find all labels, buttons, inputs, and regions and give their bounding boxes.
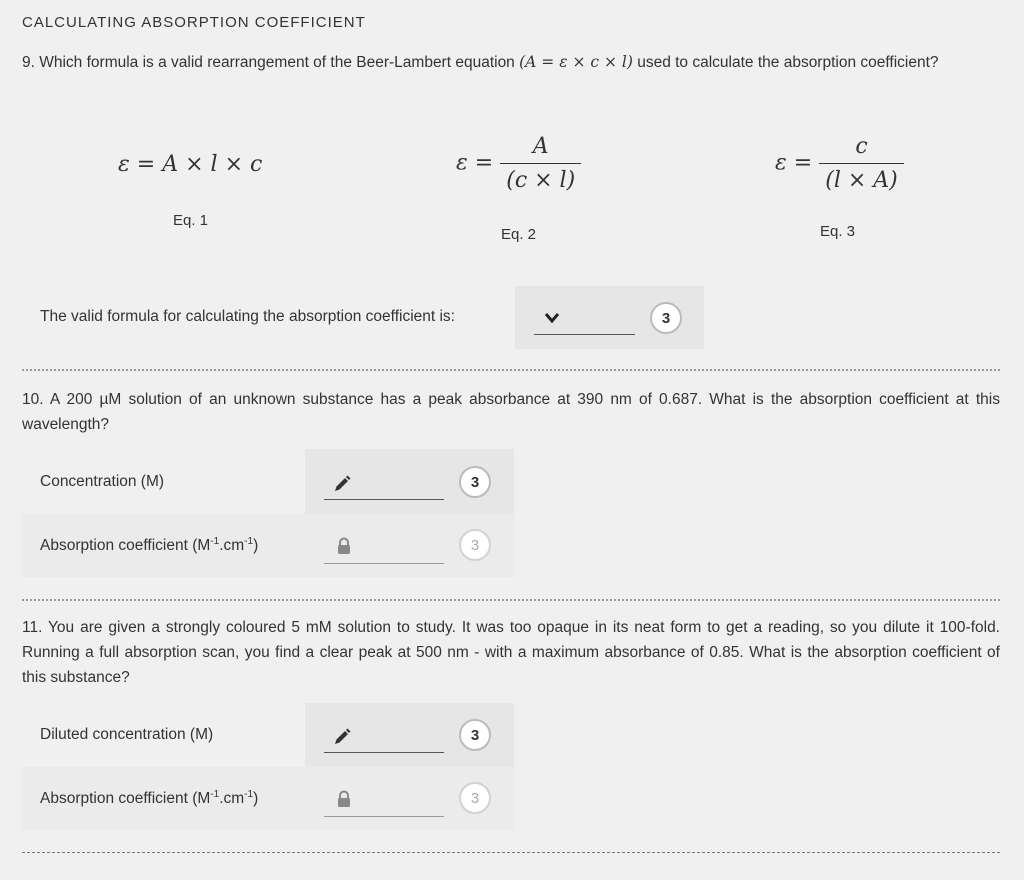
question-10-text: 10. A 200 µM solution of an unknown substance has a peak absorbance at 390 nm of 0.687. What is the absorption coefficient at this wavelength? xyxy=(22,391,1000,433)
formula-select-underline xyxy=(534,334,635,335)
pencil-icon xyxy=(332,474,352,494)
divider-3 xyxy=(22,852,1000,853)
q9-answer-label: The valid formula for calculating the absorption coefficient is: xyxy=(40,308,455,325)
q9-text-before: 9. Which formula is a valid rearrangement of the Beer-Lambert equation xyxy=(22,54,520,71)
q11-absorption-label xyxy=(40,789,258,808)
equation-1-formula: ε = A × l × c xyxy=(118,152,263,177)
equation-2-label: Eq. 2 xyxy=(501,226,537,243)
equation-3-numerator: c xyxy=(855,134,868,159)
q10-concentration-label: Concentration (M) xyxy=(40,473,165,490)
q11-absorption-label-end: ) xyxy=(253,790,259,808)
equation-2-fraction xyxy=(500,134,581,193)
q11-absorption-badge: 3 xyxy=(459,782,491,814)
equation-2-lhs: ε = xyxy=(456,150,494,176)
equation-2-denominator: (c × l) xyxy=(500,163,581,193)
divider-2 xyxy=(22,599,1000,601)
q11-absorption-label-main: Absorption coefficient (M xyxy=(40,790,211,808)
q11-diluted-concentration-input[interactable] xyxy=(324,719,444,753)
q11-absorption-sup1: -1 xyxy=(210,789,220,800)
q10-absorption-sup1: -1 xyxy=(210,536,220,547)
q10-absorption-sup2: -1 xyxy=(244,536,254,547)
question-11-text: 11. You are given a strongly coloured 5 mM solution to study. It was too opaque in its neat form to get a reading, so you dilute it 100-fold. Running a full absorption scan, you find a clear peak at 500 nm - with a maximum absorbance of 0.85. What is the absorption coefficient of this substance? xyxy=(22,619,1000,686)
lock-icon xyxy=(336,537,352,555)
equation-3 xyxy=(775,134,904,193)
q10-absorption-label xyxy=(40,536,258,555)
q9-text-after: used to calculate the absorption coefficient? xyxy=(632,54,939,71)
q11-absorption-sup2: -1 xyxy=(244,789,254,800)
q10-concentration-badge: 3 xyxy=(459,466,491,498)
lock-icon xyxy=(336,790,352,808)
chevron-down-icon xyxy=(544,312,560,324)
q11-diluted-concentration-badge: 3 xyxy=(459,719,491,751)
q10-absorption-badge: 3 xyxy=(459,529,491,561)
q10-absorption-input xyxy=(324,529,444,563)
q10-concentration-input[interactable] xyxy=(324,466,444,500)
section-title: CALCULATING ABSORPTION COEFFICIENT xyxy=(22,14,366,31)
q9-answer-panel xyxy=(515,286,704,349)
pencil-icon xyxy=(332,727,352,747)
equation-2 xyxy=(456,134,581,193)
beer-lambert-equation: (A = ε × c × l) xyxy=(519,53,633,71)
equation-3-lhs: ε = xyxy=(775,150,813,176)
q10-absorption-label-main: Absorption coefficient (M xyxy=(40,537,211,555)
q10-concentration-underline xyxy=(324,499,444,500)
divider-1 xyxy=(22,369,1000,371)
q11-absorption-underline xyxy=(324,816,444,817)
equation-3-denominator: (l × A) xyxy=(819,163,904,193)
q11-diluted-concentration-underline xyxy=(324,752,444,753)
q11-absorption-input xyxy=(324,782,444,816)
q9-attempts-badge: 3 xyxy=(650,302,682,334)
q10-absorption-underline xyxy=(324,563,444,564)
q10-absorption-label-mid: .cm xyxy=(219,537,245,555)
question-9-text xyxy=(22,50,1000,75)
q11-diluted-concentration-label: Diluted concentration (M) xyxy=(40,726,214,743)
q11-absorption-label-mid: .cm xyxy=(219,790,245,808)
equation-3-label: Eq. 3 xyxy=(820,223,856,240)
equation-3-fraction xyxy=(819,134,904,193)
equation-1 xyxy=(118,152,262,177)
q10-absorption-label-end: ) xyxy=(253,537,259,555)
formula-select[interactable] xyxy=(534,300,635,334)
equation-1-label: Eq. 1 xyxy=(173,212,209,229)
equation-2-numerator: A xyxy=(532,134,549,159)
